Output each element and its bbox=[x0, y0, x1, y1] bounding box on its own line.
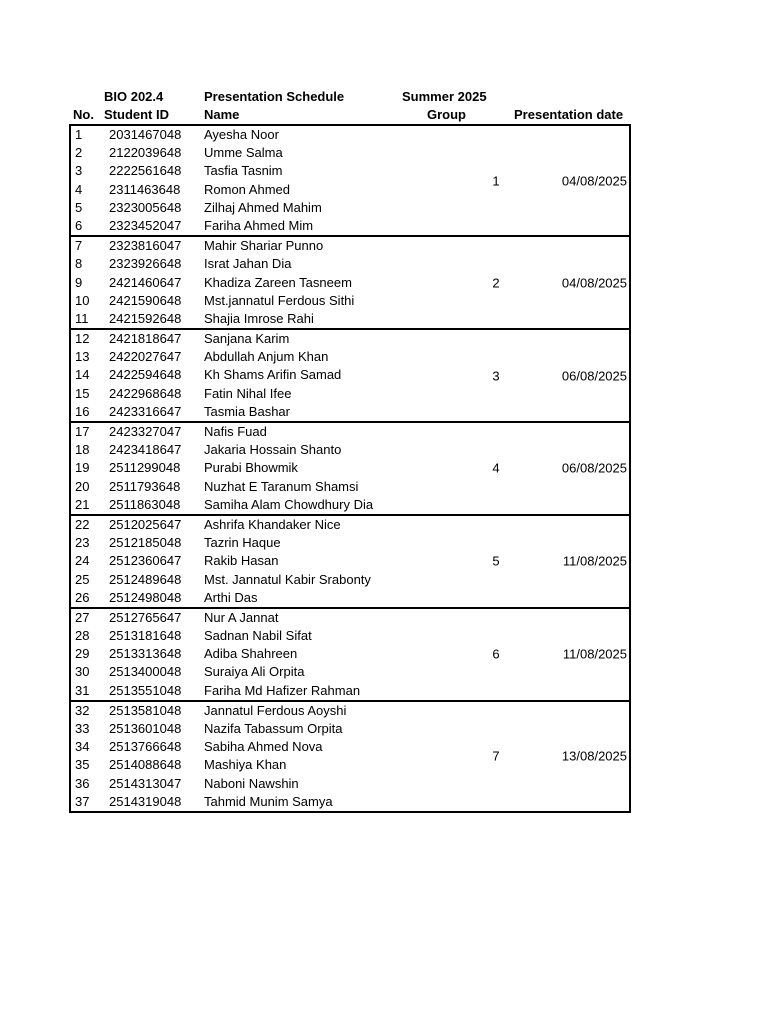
student-id: 2511299048 bbox=[109, 460, 181, 476]
student-id: 2423327047 bbox=[109, 424, 182, 439]
row-number: 14 bbox=[75, 367, 90, 383]
student-id: 2513601048 bbox=[109, 721, 182, 736]
row-number: 19 bbox=[75, 460, 90, 476]
row-number: 32 bbox=[75, 702, 90, 718]
table-row bbox=[71, 627, 629, 645]
term-label: Summer 2025 bbox=[402, 89, 487, 104]
group-number: 5 bbox=[492, 553, 500, 569]
student-id: 2422968648 bbox=[109, 385, 182, 401]
row-number: 25 bbox=[75, 571, 90, 587]
student-name: Shajia Imrose Rahi bbox=[204, 310, 314, 326]
table-row bbox=[71, 478, 629, 496]
student-name: Fariha Ahmed Mim bbox=[204, 217, 314, 233]
student-id: 2421590648 bbox=[109, 292, 182, 308]
student-name: Nafis Fuad bbox=[204, 424, 267, 439]
group-block bbox=[69, 702, 631, 813]
row-number: 34 bbox=[75, 739, 90, 755]
student-name: Sanjana Karim bbox=[204, 331, 290, 347]
group-block bbox=[69, 516, 631, 609]
row-number: 15 bbox=[75, 385, 90, 401]
student-name: Suraiya Ali Orpita bbox=[204, 664, 305, 680]
group-block bbox=[69, 330, 631, 423]
row-number: 3 bbox=[75, 163, 83, 179]
presentation-date: 06/08/2025 bbox=[561, 368, 627, 384]
column-header-group: Group bbox=[427, 107, 466, 122]
row-number: 4 bbox=[75, 181, 83, 197]
table-row bbox=[71, 571, 629, 589]
course-code: BIO 202.4 bbox=[104, 89, 164, 104]
student-id: 2513581048 bbox=[109, 702, 182, 718]
student-id: 2323452047 bbox=[109, 217, 182, 233]
row-number: 22 bbox=[75, 516, 90, 532]
row-number: 26 bbox=[75, 589, 90, 605]
row-number: 30 bbox=[75, 664, 90, 680]
student-id: 2512498048 bbox=[109, 589, 182, 605]
table-row bbox=[71, 366, 629, 384]
row-number: 29 bbox=[75, 646, 90, 662]
student-id: 2423316647 bbox=[109, 403, 182, 419]
presentation-date: 04/08/2025 bbox=[561, 173, 627, 189]
table-row bbox=[71, 162, 629, 180]
student-id: 2514088648 bbox=[109, 757, 182, 773]
table-row bbox=[71, 552, 629, 570]
student-id: 2514319048 bbox=[109, 793, 182, 809]
column-header-name: Name bbox=[204, 107, 240, 122]
table-row bbox=[71, 775, 629, 793]
student-name: Naboni Nawshin bbox=[204, 775, 299, 791]
table-row bbox=[71, 330, 629, 348]
row-number: 7 bbox=[75, 238, 83, 254]
student-name: Israt Jahan Dia bbox=[204, 256, 292, 272]
student-name: Nazifa Tabassum Orpita bbox=[204, 721, 343, 736]
presentation-date: 04/08/2025 bbox=[561, 275, 627, 291]
table-row bbox=[71, 645, 629, 663]
student-id: 2031467048 bbox=[109, 127, 182, 142]
student-name: Tazrin Haque bbox=[204, 535, 281, 551]
student-id: 2513551048 bbox=[109, 682, 182, 698]
row-number: 37 bbox=[75, 793, 90, 809]
table-row bbox=[71, 682, 629, 700]
table-row bbox=[71, 292, 629, 310]
group-block bbox=[69, 237, 631, 330]
student-id: 2122039648 bbox=[109, 145, 182, 161]
student-name: Kh Shams Arifin Samad bbox=[204, 367, 342, 383]
table-row bbox=[71, 199, 629, 217]
schedule-table bbox=[69, 124, 631, 813]
row-number: 12 bbox=[75, 331, 90, 347]
table-row bbox=[71, 459, 629, 477]
student-id: 2222561648 bbox=[109, 163, 182, 179]
group-block bbox=[69, 124, 631, 237]
table-row bbox=[71, 516, 629, 534]
row-number: 23 bbox=[75, 535, 90, 551]
group-number: 4 bbox=[492, 460, 500, 476]
student-name: Tahmid Munim Samya bbox=[204, 793, 333, 809]
student-name: Tasmia Bashar bbox=[204, 403, 290, 419]
table-row bbox=[71, 589, 629, 607]
student-name: Samiha Alam Chowdhury Dia bbox=[204, 496, 374, 512]
group-number: 1 bbox=[492, 173, 500, 189]
student-id: 2513400048 bbox=[109, 664, 182, 680]
student-name: Zilhaj Ahmed Mahim bbox=[204, 199, 322, 215]
table-row bbox=[71, 756, 629, 774]
row-number: 18 bbox=[75, 442, 90, 458]
row-number: 33 bbox=[75, 721, 90, 736]
student-name: Jakaria Hossain Shanto bbox=[204, 442, 342, 458]
table-row bbox=[71, 144, 629, 162]
student-name: Sadnan Nabil Sifat bbox=[204, 628, 312, 644]
student-id: 2511863048 bbox=[109, 496, 181, 512]
table-row bbox=[71, 496, 629, 514]
presentation-date: 11/08/2025 bbox=[562, 553, 627, 569]
student-name: Ashrifa Khandaker Nice bbox=[204, 516, 341, 532]
student-name: Abdullah Anjum Khan bbox=[204, 349, 329, 365]
table-row bbox=[71, 237, 629, 255]
group-block bbox=[69, 423, 631, 516]
table-row bbox=[71, 274, 629, 292]
table-row bbox=[71, 702, 629, 720]
table-row bbox=[71, 217, 629, 235]
student-id: 2513313648 bbox=[109, 646, 182, 662]
row-number: 13 bbox=[75, 349, 90, 365]
student-id: 2512489648 bbox=[109, 571, 182, 587]
row-number: 28 bbox=[75, 628, 90, 644]
student-id: 2513766648 bbox=[109, 739, 182, 755]
student-name: Mashiya Khan bbox=[204, 757, 287, 773]
student-name: Mst.jannatul Ferdous Sithi bbox=[204, 292, 355, 308]
student-name: Mahir Shariar Punno bbox=[204, 238, 324, 254]
table-row bbox=[71, 403, 629, 421]
presentation-date: 11/08/2025 bbox=[562, 646, 627, 662]
student-name: Fatin Nihal Ifee bbox=[204, 385, 292, 401]
table-row bbox=[71, 441, 629, 459]
row-number: 16 bbox=[75, 403, 90, 419]
table-row bbox=[71, 126, 629, 144]
table-row bbox=[71, 348, 629, 366]
table-row bbox=[71, 609, 629, 627]
student-name: Nur A Jannat bbox=[204, 609, 279, 625]
row-number: 6 bbox=[75, 217, 83, 233]
student-id: 2512360647 bbox=[109, 553, 182, 569]
table-row bbox=[71, 663, 629, 681]
student-id: 2323926648 bbox=[109, 256, 182, 272]
student-name: Umme Salma bbox=[204, 145, 283, 161]
student-name: Khadiza Zareen Tasneem bbox=[204, 274, 352, 290]
student-name: Jannatul Ferdous Aoyshi bbox=[204, 702, 347, 718]
student-id: 2323005648 bbox=[109, 199, 182, 215]
row-number: 2 bbox=[75, 145, 83, 161]
row-number: 24 bbox=[75, 553, 90, 569]
table-row bbox=[71, 720, 629, 738]
table-row bbox=[71, 181, 629, 199]
row-number: 9 bbox=[75, 274, 83, 290]
row-number: 8 bbox=[75, 256, 83, 272]
student-name: Nuzhat E Taranum Shamsi bbox=[204, 478, 359, 494]
student-id: 2512765647 bbox=[109, 609, 182, 625]
row-number: 20 bbox=[75, 478, 90, 494]
student-id: 2512185048 bbox=[109, 535, 182, 551]
student-name: Sabiha Ahmed Nova bbox=[204, 739, 323, 755]
table-row bbox=[71, 255, 629, 273]
student-name: Mst. Jannatul Kabir Srabonty bbox=[204, 571, 371, 587]
presentation-date: 13/08/2025 bbox=[561, 748, 627, 764]
student-id: 2422594648 bbox=[109, 367, 182, 383]
group-number: 2 bbox=[492, 275, 500, 291]
student-id: 2421460647 bbox=[109, 274, 182, 290]
group-number: 7 bbox=[492, 748, 500, 764]
table-row bbox=[71, 534, 629, 552]
student-name: Arthi Das bbox=[204, 589, 258, 605]
row-number: 31 bbox=[75, 682, 90, 698]
presentation-date: 06/08/2025 bbox=[561, 460, 627, 476]
table-row bbox=[71, 310, 629, 328]
student-id: 2421592648 bbox=[109, 310, 182, 326]
student-name: Romon Ahmed bbox=[204, 181, 290, 197]
group-block bbox=[69, 609, 631, 702]
student-name: Fariha Md Hafizer Rahman bbox=[204, 682, 361, 698]
student-id: 2422027647 bbox=[109, 349, 182, 365]
student-name: Rakib Hasan bbox=[204, 553, 279, 569]
table-row bbox=[71, 385, 629, 403]
student-id: 2512025647 bbox=[109, 516, 182, 532]
student-name: Adiba Shahreen bbox=[204, 646, 298, 662]
student-id: 2311463648 bbox=[109, 181, 181, 197]
row-number: 35 bbox=[75, 757, 90, 773]
row-number: 21 bbox=[75, 496, 90, 512]
schedule-title: Presentation Schedule bbox=[204, 89, 345, 104]
row-number: 17 bbox=[75, 424, 90, 439]
row-number: 10 bbox=[75, 292, 90, 308]
row-number: 36 bbox=[75, 775, 90, 791]
table-row bbox=[71, 793, 629, 811]
row-number: 27 bbox=[75, 609, 90, 625]
table-row bbox=[71, 738, 629, 756]
column-header-no: No. bbox=[73, 107, 94, 122]
student-id: 2511793648 bbox=[109, 478, 181, 494]
student-name: Ayesha Noor bbox=[204, 127, 279, 142]
table-row bbox=[71, 423, 629, 441]
student-id: 2423418647 bbox=[109, 442, 182, 458]
column-header-student-id: Student ID bbox=[104, 107, 169, 122]
student-id: 2513181648 bbox=[109, 628, 182, 644]
row-number: 1 bbox=[75, 127, 83, 142]
student-id: 2323816047 bbox=[109, 238, 182, 254]
row-number: 5 bbox=[75, 199, 83, 215]
student-name: Purabi Bhowmik bbox=[204, 460, 298, 476]
row-number: 11 bbox=[75, 310, 89, 326]
group-number: 6 bbox=[492, 646, 500, 662]
column-header-presentation-date: Presentation date bbox=[514, 107, 624, 122]
student-id: 2514313047 bbox=[109, 775, 182, 791]
student-name: Tasfia Tasnim bbox=[204, 163, 283, 179]
group-number: 3 bbox=[492, 368, 500, 384]
student-id: 2421818647 bbox=[109, 331, 182, 347]
